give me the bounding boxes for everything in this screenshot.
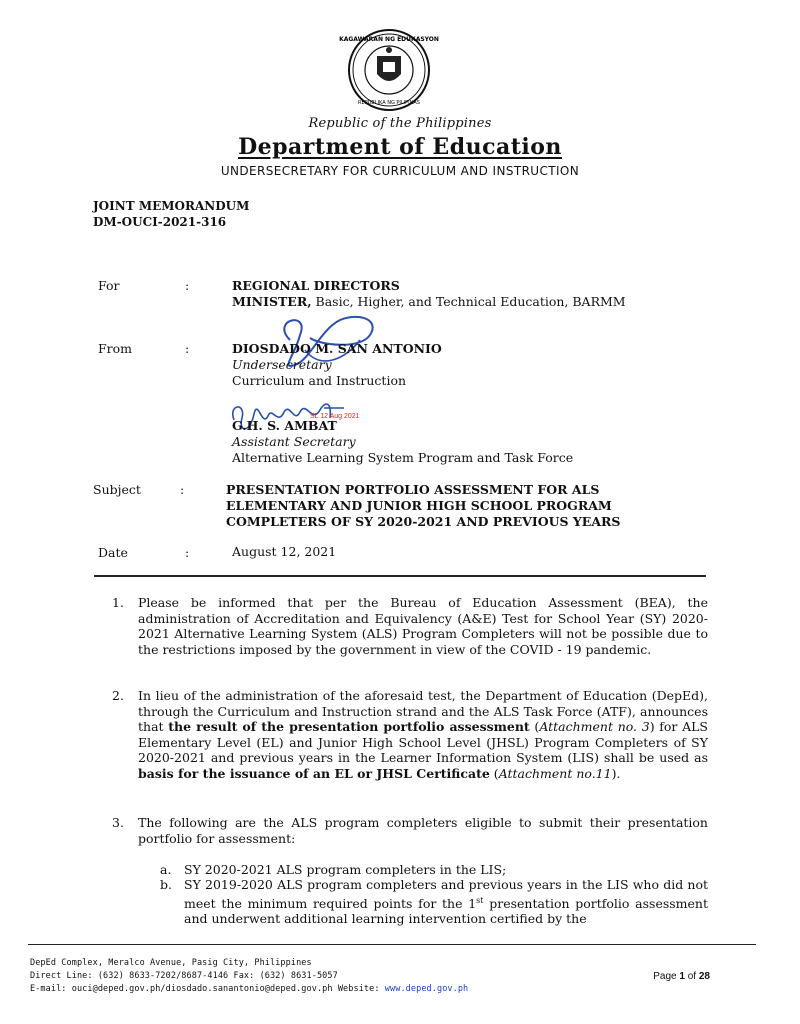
p2-part-a: In lieu of the administration of the aforesaid test, the Department of Education (DepEd), through the Curriculum and Instruction strand and the ALS Task Force (ATF), announces that (138, 688, 708, 734)
header-divider (94, 575, 706, 577)
republic-heading: Republic of the Philippines (308, 116, 492, 131)
subject-text (226, 482, 620, 530)
paragraph-3-number: 3. (112, 815, 124, 830)
paragraph-3-text: The following are the ALS program completers eligible to submit their presentation portfolio for assessment: (138, 815, 708, 846)
from-title-1: Undersecretary (232, 357, 332, 372)
footer-email-text: E-mail: ouci@deped.gov.ph/diosdado.sanantonio@deped.gov.ph Website: (30, 984, 385, 994)
p2-part-i: ). (611, 765, 621, 781)
from-office-2: Alternative Learning System Program and Task Force (232, 450, 574, 465)
department-heading: Department of Education (238, 134, 562, 160)
from-name-1: DIOSDADO M. SAN ANTONIO (232, 341, 442, 356)
deped-seal (339, 28, 439, 112)
paragraph-1-text: Please be informed that per the Bureau of Education Assessment (BEA), the administration of Accreditation and Equivalency (A&E) Test for School Year (SY) 2020-2021 Alternative Learning System (ALS) Program Completers will not be possible due to the restrictions imposed by the government in view of the COVID - 19 pandemic. (138, 595, 708, 657)
page-separator: of (684, 971, 699, 982)
p2-part-d: Attachment no. 3 (539, 719, 650, 734)
memo-type: JOINT MEMORANDUM (93, 199, 250, 213)
footer-phone: Direct Line: (632) 8633-7202/8687-4146 Fax: (632) 8631-5057 (30, 971, 338, 981)
page-number (653, 971, 710, 982)
sub-b-superscript: st (476, 895, 484, 905)
for-line-2-rest: Basic, Higher, and Technical Education, BARMM (311, 294, 626, 309)
subject-colon: : (180, 482, 185, 497)
page-prefix: Page (653, 971, 680, 982)
sub-item-b-letter: b. (160, 877, 172, 892)
p2-part-b: the result of the presentation portfolio assessment (168, 719, 530, 734)
sub-item-a-letter: a. (160, 862, 172, 877)
for-label: For (98, 278, 120, 293)
p2-part-g: ( (489, 765, 499, 781)
footer-email (30, 983, 468, 995)
paragraph-1 (112, 595, 708, 657)
paragraph-2 (112, 688, 708, 781)
sub-b-part-1: SY 2019-2020 ALS program completers and previous years in the LIS who did not meet the minimum required points for the 1 (184, 877, 708, 911)
office-heading: UNDERSECRETARY FOR CURRICULUM AND INSTRUCTION (220, 164, 580, 178)
from-colon: : (185, 341, 190, 356)
memo-number: DM-OUCI-2021-316 (93, 215, 227, 229)
for-colon: : (185, 278, 190, 293)
subject-line-3: COMPLETERS OF SY 2020-2021 AND PREVIOUS YEARS (226, 514, 621, 529)
from-title-2: Assistant Secretary (232, 434, 356, 449)
date-value: August 12, 2021 (232, 544, 337, 559)
from-label: From (98, 341, 133, 356)
p2-part-e: ) for ALS Elementary Level (EL) and Junior High School Level (JHSL) Program Completers of SY 2020-2021 and previous years in the Learner Information System (LIS) shall be used as (138, 719, 708, 765)
footer-divider (28, 944, 756, 945)
paragraph-1-number: 1. (112, 595, 124, 610)
sub-b-part-2: presentation portfolio assessment and underwent additional learning intervention certified by the (184, 895, 708, 927)
footer-website-link[interactable]: www.deped.gov.ph (384, 984, 469, 994)
from-block-2 (232, 418, 573, 466)
subject-label: Subject (93, 482, 141, 497)
paragraph-3 (112, 815, 708, 846)
p2-part-f: basis for the issuance of an EL or JHSL Certificate (138, 765, 490, 781)
for-line-2-bold: MINISTER, (232, 294, 312, 309)
date-label: Date (98, 545, 128, 560)
sub-item-a-text: SY 2020-2021 ALS program completers in the LIS; (184, 862, 507, 877)
page-total: 28 (698, 971, 710, 982)
sub-item-a (160, 862, 708, 878)
subject-line-2: ELEMENTARY AND JUNIOR HIGH SCHOOL PROGRAM (226, 498, 612, 513)
svg-text:KAGAWARAN NG EDUKASYON: KAGAWARAN NG EDUKASYON (339, 36, 439, 43)
from-office-1: Curriculum and Instruction (232, 373, 407, 388)
p2-part-c: ( (529, 719, 540, 734)
paragraph-2-text (138, 688, 708, 781)
p2-part-h: Attachment no.11 (498, 765, 612, 781)
sub-item-b-text (184, 877, 708, 927)
paragraph-2-number: 2. (112, 688, 124, 703)
sub-item-b (160, 877, 708, 927)
subject-line-1: PRESENTATION PORTFOLIO ASSESSMENT FOR ALS (226, 482, 600, 497)
signature-stamp: SL 12 Aug 2021 (310, 413, 360, 420)
for-line-1: REGIONAL DIRECTORS (232, 278, 400, 293)
date-colon: : (185, 545, 190, 560)
from-name-2: G.H. S. AMBAT (232, 418, 337, 433)
footer-address: DepEd Complex, Meralco Avenue, Pasig City, Philippines (30, 958, 312, 968)
svg-text:REPUBLIKA NG PILIPINAS: REPUBLIKA NG PILIPINAS (358, 100, 420, 106)
page-current: 1 (679, 971, 685, 982)
from-block-1 (232, 341, 442, 389)
